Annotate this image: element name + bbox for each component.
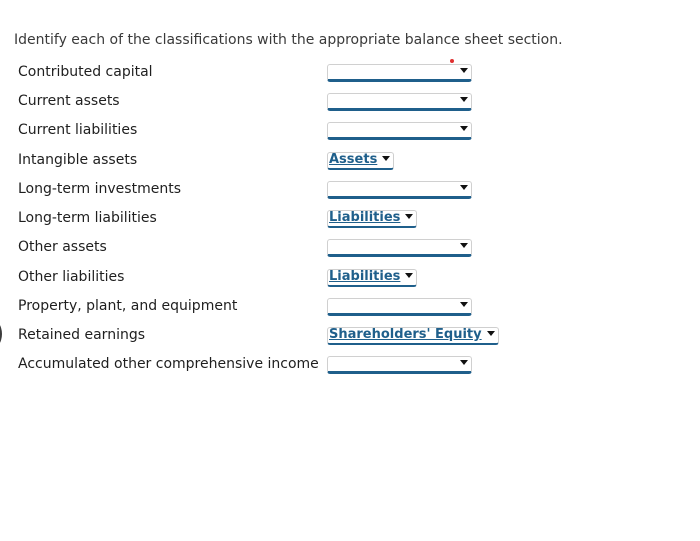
classification-label: Property, plant, and equipment bbox=[18, 298, 238, 314]
chevron-down-icon bbox=[460, 126, 468, 131]
classification-label: Other assets bbox=[18, 239, 107, 255]
chevron-down-icon bbox=[460, 360, 468, 365]
classification-row bbox=[0, 234, 700, 263]
section-dropdown[interactable] bbox=[327, 239, 472, 257]
section-dropdown[interactable] bbox=[327, 93, 472, 111]
classification-row bbox=[0, 59, 700, 88]
chevron-down-icon bbox=[460, 68, 468, 73]
classification-label: Long-term liabilities bbox=[18, 210, 157, 226]
classification-label: Retained earnings bbox=[18, 327, 146, 343]
section-dropdown[interactable] bbox=[327, 181, 472, 199]
classification-row bbox=[0, 117, 700, 146]
classification-row bbox=[0, 322, 700, 351]
classification-row bbox=[0, 351, 700, 380]
chevron-down-icon bbox=[460, 97, 468, 102]
instructions-text: Identify each of the classifications with the appropriate balance sheet section. bbox=[14, 32, 563, 48]
dropdown-selected-value: Shareholders' Equity bbox=[329, 327, 482, 342]
classification-row bbox=[0, 205, 700, 234]
section-dropdown[interactable] bbox=[327, 210, 417, 228]
classification-label: Current liabilities bbox=[18, 122, 138, 138]
dropdown-selected-value: Assets bbox=[329, 152, 378, 167]
classification-row bbox=[0, 147, 700, 176]
section-dropdown[interactable] bbox=[327, 64, 472, 82]
chevron-down-icon bbox=[487, 331, 495, 336]
section-dropdown[interactable] bbox=[327, 152, 394, 170]
classification-row bbox=[0, 264, 700, 293]
classification-row bbox=[0, 293, 700, 322]
section-dropdown[interactable] bbox=[327, 269, 417, 287]
dropdown-selected-value: Liabilities bbox=[329, 210, 401, 225]
chevron-down-icon bbox=[460, 302, 468, 307]
classification-label: Other liabilities bbox=[18, 269, 125, 285]
classification-label: Contributed capital bbox=[18, 64, 153, 80]
section-dropdown[interactable] bbox=[327, 356, 472, 374]
classification-row bbox=[0, 176, 700, 205]
chevron-down-icon bbox=[405, 273, 413, 278]
unanswered-indicator-icon bbox=[450, 59, 454, 63]
chevron-down-icon bbox=[405, 214, 413, 219]
dropdown-selected-value: Liabilities bbox=[329, 269, 401, 284]
chevron-down-icon bbox=[382, 156, 390, 161]
classification-label: Long-term investments bbox=[18, 181, 181, 197]
classification-row bbox=[0, 88, 700, 117]
classification-label: Current assets bbox=[18, 93, 120, 109]
classification-label: Accumulated other comprehensive income bbox=[18, 356, 319, 372]
section-dropdown[interactable] bbox=[327, 122, 472, 140]
section-dropdown[interactable] bbox=[327, 327, 499, 345]
section-dropdown[interactable] bbox=[327, 298, 472, 316]
chevron-down-icon bbox=[460, 243, 468, 248]
classification-label: Intangible assets bbox=[18, 152, 138, 168]
chevron-down-icon bbox=[460, 185, 468, 190]
